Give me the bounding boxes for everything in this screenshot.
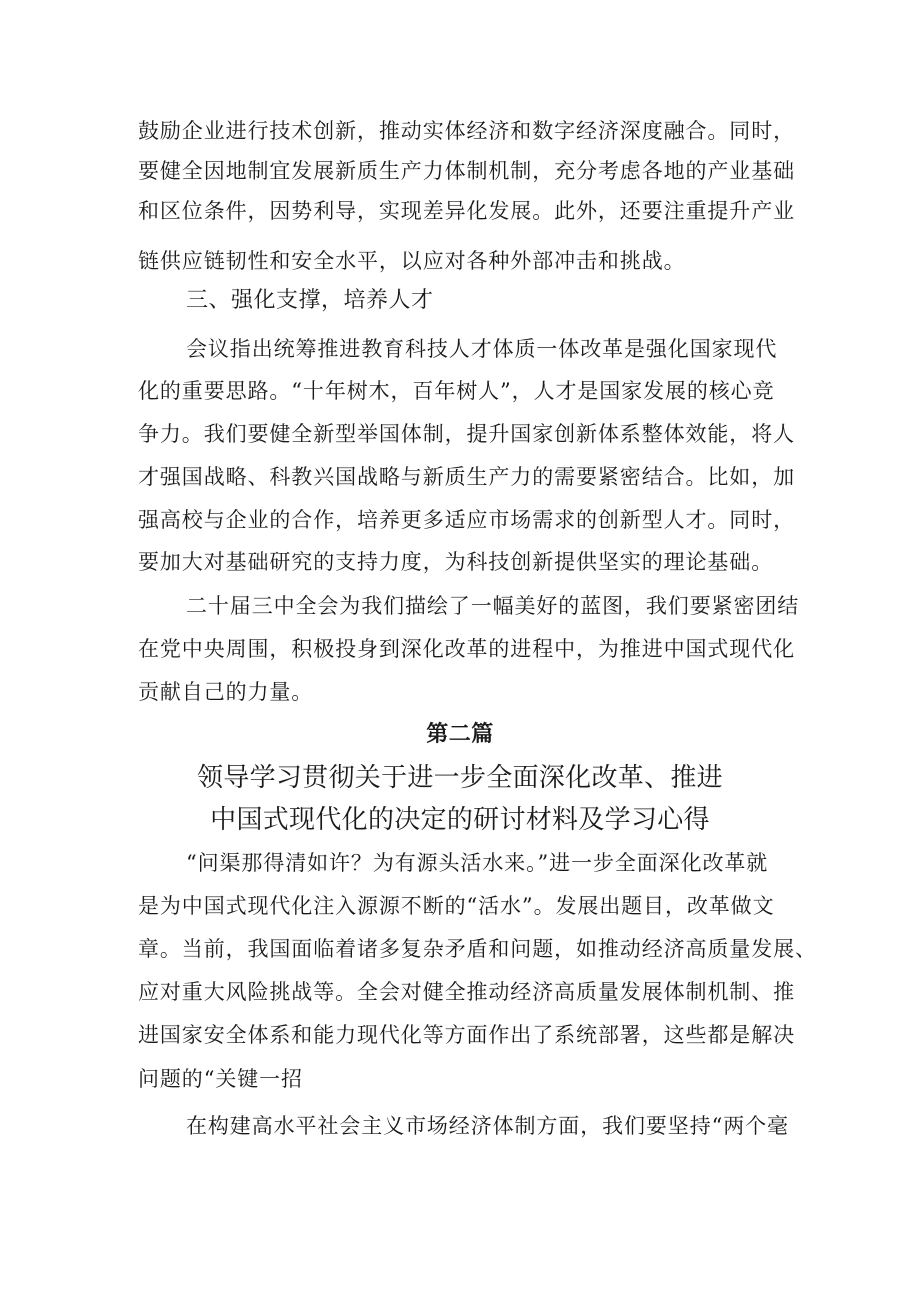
text-line: 是为中国式现代化注入源源不断的“活水”。发展出题目，改革做文 [138,894,775,918]
section-heading: 三、强化支撑，培养人才 [186,288,434,313]
text-line: 才强国战略、科教兴国战略与新质生产力的需要紧密结合。比如，加 [138,465,795,489]
text-line: 应对重大风险挑战等。全会对健全推动经济高质量发展体制机制、推 [138,980,795,1004]
text-line: 章。当前，我国面临着诸多复杂矛盾和问题，如推动经济高质量发展、 [138,937,817,961]
part-title: 第二篇 [426,722,494,747]
text-line: 争力。我们要健全新型举国体制，提升国家创新体系整体效能，将人 [138,422,795,446]
text-line: 二十届三中全会为我们描绘了一幅美好的蓝图，我们要紧密团结 [186,594,800,618]
text-line: 化的重要思路。“十年树木，百年树人”，人才是国家发展的核心竞 [138,379,775,403]
text-line: 要加大对基础研究的支持力度，为科技创新提供坚实的理论基础。 [138,550,774,574]
text-line: “问渠那得清如许？为有源头活水来。”进一步全面深化改革就 [186,851,769,875]
text-line: 在构建高水平社会主义市场经济体制方面，我们要坚持“两个毫 [186,1114,789,1138]
text-line: 问题的“关键一招 [138,1067,303,1091]
text-line: 贡献自己的力量。 [138,680,314,704]
text-line: 鼓励企业进行技术创新，推动实体经济和数字经济深度融合。同时， [138,119,795,143]
text-line: 会议指出统筹推进教育科技人才体质一体改革是强化国家现代 [186,337,778,361]
main-title-line-2: 中国式现代化的决定的研讨材料及学习心得 [210,805,710,835]
text-line: 要健全因地制宜发展新质生产力体制机制，充分考虑各地的产业基础 [138,159,795,183]
text-line: 进国家安全体系和能力现代化等方面作出了系统部署，这些都是解决 [138,1023,795,1047]
text-line: 在党中央周围，积极投身到深化改革的进程中，为推进中国式现代化 [138,637,795,661]
text-line: 链供应链韧性和安全水平，以应对各种外部冲击和挑战。 [138,249,686,273]
text-line: 和区位条件，因势利导，实现差异化发展。此外，还要注重提升产业 [138,199,795,223]
text-line: 强高校与企业的合作，培养更多适应市场需求的创新型人才。同时， [138,508,795,532]
main-title-line-1: 领导学习贯彻关于进一步全面深化改革、推进 [196,763,723,793]
